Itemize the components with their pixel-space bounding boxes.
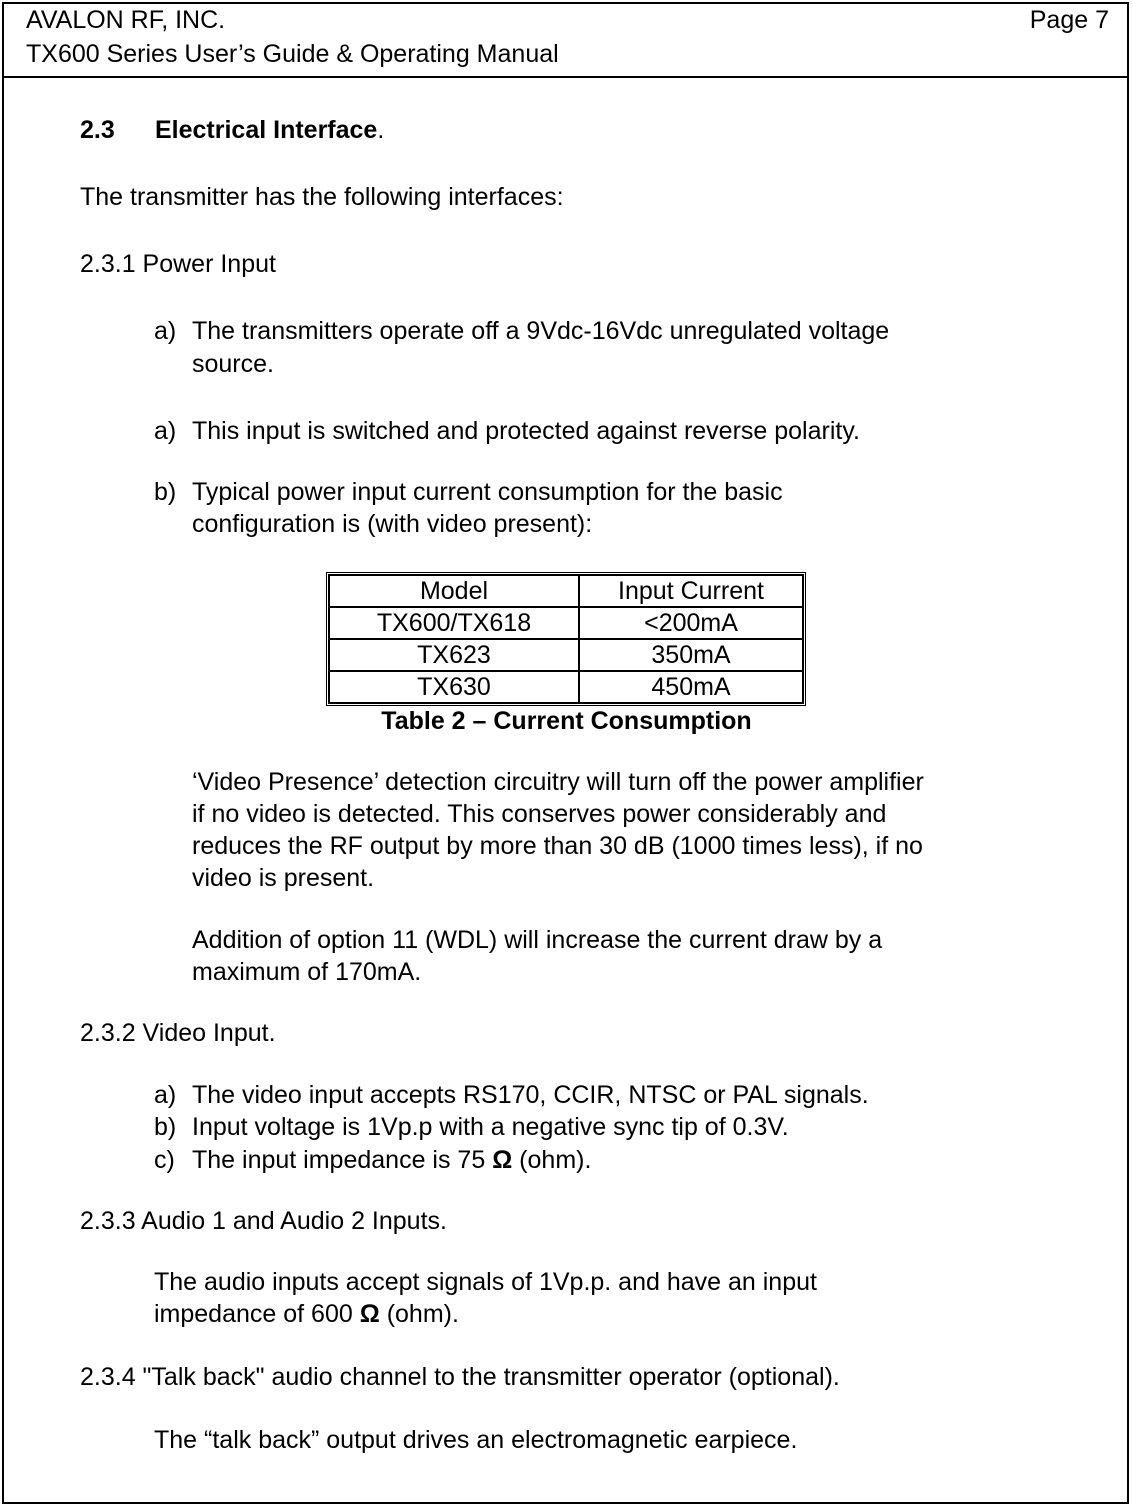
subsection-heading-talkback: 2.3.4 "Talk back" audio channel to the transmitter operator (optional). (80, 1363, 840, 1391)
list-label: a) (154, 317, 177, 345)
table-cell: TX600/TX618 (329, 607, 579, 639)
current-consumption-table (326, 572, 806, 706)
subsection-heading-power: 2.3.1 Power Input (80, 250, 276, 278)
table-row (329, 671, 803, 703)
page-number: Page 7 (1029, 6, 1109, 34)
list-item-text: Input voltage is 1Vp.p with a negative sync tip of 0.3V. (192, 1113, 789, 1141)
list-item-text: Typical power input current consumption for the basic (192, 478, 783, 506)
header-divider (2, 76, 1129, 78)
list-label: a) (154, 1081, 177, 1109)
section-title: Electrical Interface. (155, 116, 385, 144)
paragraph-line: reduces the RF output by more than 30 dB (1000 times less), if no (192, 832, 923, 860)
list-label: a) (154, 417, 177, 445)
table-cell: <200mA (579, 607, 803, 639)
paragraph-line: Addition of option 11 (WDL) will increase the current draw by a (192, 926, 883, 954)
ohm-symbol: Ω (359, 1300, 380, 1328)
table-cell: 450mA (579, 671, 803, 703)
paragraph-line: ‘Video Presence’ detection circuitry will turn off the power amplifier (192, 768, 924, 796)
list-item-text: source. (192, 350, 274, 378)
list-item-text: The video input accepts RS170, CCIR, NTSC or PAL signals. (192, 1081, 869, 1109)
ohm-symbol: Ω (492, 1146, 513, 1174)
list-label: b) (154, 1113, 177, 1141)
list-label: b) (154, 478, 177, 506)
table-header-row (329, 575, 803, 607)
section-intro: The transmitter has the following interfaces: (80, 183, 564, 211)
table-row (329, 607, 803, 639)
list-item-text: The input impedance is 75 Ω (ohm). (192, 1146, 592, 1174)
manual-title: TX600 Series User’s Guide & Operating Manual (26, 40, 559, 68)
list-label: c) (154, 1146, 175, 1174)
paragraph-line: video is present. (192, 864, 375, 892)
list-item-text: configuration is (with video present): (192, 510, 593, 538)
paragraph-line: if no video is detected. This conserves power considerably and (192, 800, 887, 828)
subsection-heading-audio: 2.3.3 Audio 1 and Audio 2 Inputs. (80, 1207, 447, 1235)
section-number: 2.3 (80, 116, 115, 144)
table-cell: 350mA (579, 639, 803, 671)
paragraph-line: The audio inputs accept signals of 1Vp.p. and have an input (154, 1268, 817, 1296)
paragraph-line: maximum of 170mA. (192, 958, 422, 986)
table-header-cell: Model (329, 575, 579, 607)
table-header-cell: Input Current (579, 575, 803, 607)
paragraph-line: The “talk back” output drives an electromagnetic earpiece. (154, 1426, 798, 1454)
list-item-text: This input is switched and protected against reverse polarity. (192, 417, 860, 445)
table-row (329, 639, 803, 671)
company-name: AVALON RF, INC. (26, 6, 226, 34)
paragraph-line: impedance of 600 Ω (ohm). (154, 1300, 459, 1328)
table-cell: TX630 (329, 671, 579, 703)
table-cell: TX623 (329, 639, 579, 671)
table-caption: Table 2 – Current Consumption (381, 707, 752, 735)
list-item-text: The transmitters operate off a 9Vdc-16Vdc unregulated voltage (192, 317, 890, 345)
subsection-heading-video: 2.3.2 Video Input. (80, 1019, 276, 1047)
